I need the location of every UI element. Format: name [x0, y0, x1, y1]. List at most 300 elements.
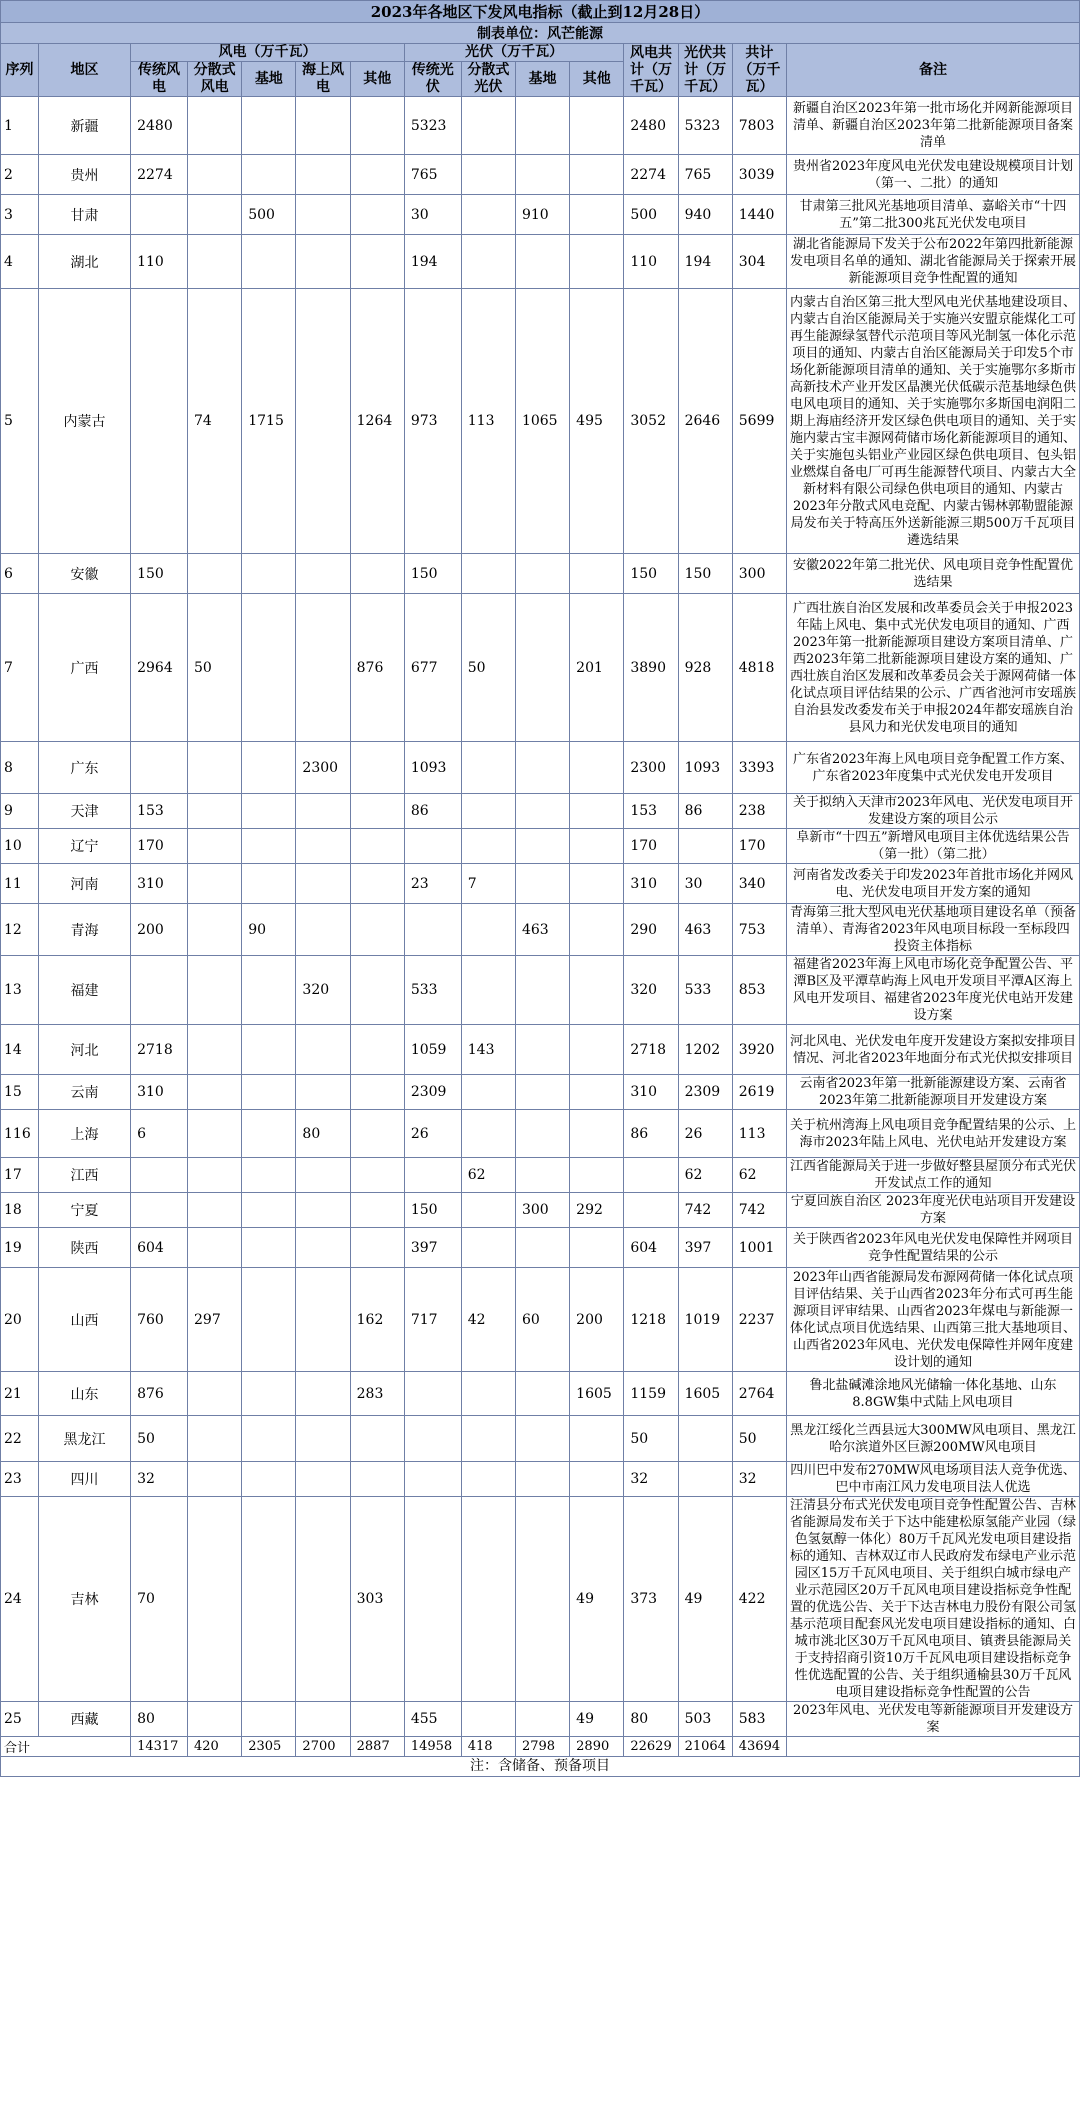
row-value — [242, 594, 296, 742]
row-value — [461, 1110, 515, 1158]
row-value — [350, 554, 404, 594]
row-value: 940 — [678, 195, 732, 235]
row-value — [188, 1372, 242, 1416]
row-note: 黑龙江绥化兰西县远大300MW风电项目、黑龙江哈尔滨道外区巨源200MW风电项目 — [786, 1416, 1079, 1462]
row-region: 广西 — [38, 594, 130, 742]
row-value — [461, 155, 515, 195]
row-value: 1019 — [678, 1268, 732, 1372]
row-value: 201 — [570, 594, 624, 742]
row-value: 86 — [678, 794, 732, 829]
header-total: 共计（万千瓦） — [732, 44, 786, 97]
total-value: 14958 — [404, 1737, 461, 1757]
row-value: 928 — [678, 594, 732, 742]
row-value — [188, 1228, 242, 1268]
row-value — [350, 155, 404, 195]
row-region: 河北 — [38, 1025, 130, 1075]
row-value: 765 — [404, 155, 461, 195]
row-value: 500 — [624, 195, 678, 235]
row-value — [242, 1025, 296, 1075]
row-value — [242, 794, 296, 829]
row-value — [242, 956, 296, 1025]
row-value — [461, 829, 515, 864]
row-value — [350, 1025, 404, 1075]
row-value: 760 — [131, 1268, 188, 1372]
row-value: 113 — [732, 1110, 786, 1158]
row-note: 鲁北盐碱滩涂地风光储输一体化基地、山东8.8GW集中式陆上风电项目 — [786, 1372, 1079, 1416]
row-region: 云南 — [38, 1075, 130, 1110]
row-value — [296, 1462, 350, 1497]
row-value — [242, 554, 296, 594]
row-value — [296, 195, 350, 235]
row-value: 113 — [461, 289, 515, 554]
row-value — [242, 1268, 296, 1372]
row-value — [296, 289, 350, 554]
row-value — [350, 1702, 404, 1737]
row-seq: 23 — [1, 1462, 39, 1497]
row-value: 153 — [131, 794, 188, 829]
row-value — [296, 864, 350, 904]
row-value: 143 — [461, 1025, 515, 1075]
table-row — [1, 554, 1080, 594]
row-note: 江西省能源局关于进一步做好整县屋顶分布式光伏开发试点工作的通知 — [786, 1158, 1079, 1193]
row-value — [515, 1075, 569, 1110]
row-value: 80 — [624, 1702, 678, 1737]
row-value — [188, 97, 242, 155]
row-value — [242, 1110, 296, 1158]
row-value — [296, 235, 350, 289]
row-value — [188, 864, 242, 904]
header-wind-group: 风电（万千瓦） — [131, 44, 405, 62]
row-value: 7803 — [732, 97, 786, 155]
row-value: 2619 — [732, 1075, 786, 1110]
table-row — [1, 829, 1080, 864]
row-value — [350, 1075, 404, 1110]
table-row — [1, 1025, 1080, 1075]
row-note: 河北风电、光伏发电年度开发建设方案拟安排项目情况、河北省2023年地面分布式光伏拟安排项目 — [786, 1025, 1079, 1075]
row-seq: 11 — [1, 864, 39, 904]
row-value — [461, 956, 515, 1025]
row-value: 200 — [570, 1268, 624, 1372]
row-value — [570, 1416, 624, 1462]
row-value — [188, 904, 242, 956]
table-row — [1, 594, 1080, 742]
row-value — [350, 1462, 404, 1497]
row-value — [515, 155, 569, 195]
header-solar-col: 其他 — [570, 62, 624, 97]
row-value — [188, 956, 242, 1025]
table-row — [1, 1462, 1080, 1497]
row-value — [131, 1158, 188, 1193]
row-region: 青海 — [38, 904, 130, 956]
row-note: 贵州省2023年度风电光伏发电建设规模项目计划（第一、二批）的通知 — [786, 155, 1079, 195]
row-value — [296, 1193, 350, 1228]
row-note: 青海第三批大型风电光伏基地项目建设名单（预备清单）、青海省2023年风电项目标段一至标段四投资主体指标 — [786, 904, 1079, 956]
row-value — [515, 1372, 569, 1416]
row-value: 1202 — [678, 1025, 732, 1075]
row-value — [188, 554, 242, 594]
row-region: 内蒙古 — [38, 289, 130, 554]
row-value: 910 — [515, 195, 569, 235]
row-value: 1065 — [515, 289, 569, 554]
row-value — [404, 904, 461, 956]
row-value: 3890 — [624, 594, 678, 742]
row-value: 60 — [515, 1268, 569, 1372]
row-value: 1093 — [404, 742, 461, 794]
row-value — [570, 742, 624, 794]
row-value — [131, 195, 188, 235]
table-row — [1, 1228, 1080, 1268]
row-seq: 19 — [1, 1228, 39, 1268]
header-note: 备注 — [786, 44, 1079, 97]
row-value — [242, 97, 296, 155]
row-value: 340 — [732, 864, 786, 904]
header-solar-col: 传统光伏 — [404, 62, 461, 97]
row-value — [570, 794, 624, 829]
row-value: 2309 — [404, 1075, 461, 1110]
row-value: 300 — [732, 554, 786, 594]
row-value — [678, 1416, 732, 1462]
row-value — [515, 1702, 569, 1737]
row-value — [242, 742, 296, 794]
row-value: 1440 — [732, 195, 786, 235]
total-value: 22629 — [624, 1737, 678, 1757]
unit-label: 制表单位：风芒能源 — [1, 23, 1080, 44]
row-value — [350, 794, 404, 829]
row-seq: 3 — [1, 195, 39, 235]
row-value — [188, 1158, 242, 1193]
row-value: 3393 — [732, 742, 786, 794]
row-value — [188, 1025, 242, 1075]
row-value: 677 — [404, 594, 461, 742]
table-row — [1, 742, 1080, 794]
row-value — [188, 829, 242, 864]
total-note — [786, 1737, 1079, 1757]
row-value — [570, 864, 624, 904]
row-value: 876 — [131, 1372, 188, 1416]
row-value: 717 — [404, 1268, 461, 1372]
row-value — [350, 829, 404, 864]
row-value: 3920 — [732, 1025, 786, 1075]
row-note: 阜新市“十四五”新增风电项目主体优选结果公告（第一批）（第二批） — [786, 829, 1079, 864]
row-seq: 116 — [1, 1110, 39, 1158]
row-value — [131, 742, 188, 794]
row-value: 303 — [350, 1497, 404, 1702]
row-value — [624, 1158, 678, 1193]
row-seq: 21 — [1, 1372, 39, 1416]
row-value: 86 — [624, 1110, 678, 1158]
row-seq: 18 — [1, 1193, 39, 1228]
total-value: 2305 — [242, 1737, 296, 1757]
row-value: 1001 — [732, 1228, 786, 1268]
row-seq: 1 — [1, 97, 39, 155]
row-value: 62 — [461, 1158, 515, 1193]
header-seq: 序列 — [1, 44, 39, 97]
row-value — [461, 1702, 515, 1737]
row-seq: 5 — [1, 289, 39, 554]
row-value — [188, 742, 242, 794]
row-note: 河南省发改委关于印发2023年首批市场化并网风电、光伏发电项目开发方案的通知 — [786, 864, 1079, 904]
total-row — [1, 1737, 1080, 1757]
row-value: 26 — [678, 1110, 732, 1158]
row-value: 500 — [242, 195, 296, 235]
row-seq: 10 — [1, 829, 39, 864]
row-value: 973 — [404, 289, 461, 554]
row-value: 310 — [131, 864, 188, 904]
row-value: 310 — [131, 1075, 188, 1110]
row-value: 495 — [570, 289, 624, 554]
row-value: 86 — [404, 794, 461, 829]
row-region: 黑龙江 — [38, 1416, 130, 1462]
row-region: 陕西 — [38, 1228, 130, 1268]
row-seq: 2 — [1, 155, 39, 195]
row-value: 300 — [515, 1193, 569, 1228]
row-value: 503 — [678, 1702, 732, 1737]
row-value: 50 — [624, 1416, 678, 1462]
row-seq: 17 — [1, 1158, 39, 1193]
row-value — [296, 904, 350, 956]
row-region: 福建 — [38, 956, 130, 1025]
row-value: 2274 — [624, 155, 678, 195]
row-note: 福建省2023年海上风电市场化竞争配置公告、平潭B区及平潭草屿海上风电开发项目平潭A区海上风电开发项目、福建省2023年度光伏电站开发建设方案 — [786, 956, 1079, 1025]
header-solar-group: 光伏（万千瓦） — [404, 44, 624, 62]
row-value — [350, 1158, 404, 1193]
row-value — [570, 235, 624, 289]
row-value — [188, 1416, 242, 1462]
row-value — [404, 1372, 461, 1416]
row-value: 742 — [732, 1193, 786, 1228]
row-value — [350, 864, 404, 904]
row-value: 1264 — [350, 289, 404, 554]
row-value: 150 — [678, 554, 732, 594]
row-value: 50 — [188, 594, 242, 742]
row-value: 74 — [188, 289, 242, 554]
row-seq: 24 — [1, 1497, 39, 1702]
row-region: 新疆 — [38, 97, 130, 155]
row-value: 1093 — [678, 742, 732, 794]
row-value: 26 — [404, 1110, 461, 1158]
row-value: 62 — [732, 1158, 786, 1193]
row-value: 30 — [404, 195, 461, 235]
row-value — [515, 1497, 569, 1702]
row-seq: 4 — [1, 235, 39, 289]
row-note: 四川巴中发布270MW风电场项目法人竞争优选、巴中市南江风力发电项目法人优选 — [786, 1462, 1079, 1497]
row-value: 1059 — [404, 1025, 461, 1075]
row-value — [242, 1158, 296, 1193]
row-value — [461, 1497, 515, 1702]
row-value — [461, 1372, 515, 1416]
row-value: 32 — [624, 1462, 678, 1497]
total-value: 418 — [461, 1737, 515, 1757]
row-seq: 20 — [1, 1268, 39, 1372]
row-value: 455 — [404, 1702, 461, 1737]
row-value — [242, 1075, 296, 1110]
row-value — [570, 1075, 624, 1110]
row-value — [515, 742, 569, 794]
row-value: 170 — [131, 829, 188, 864]
row-value — [188, 155, 242, 195]
row-value: 6 — [131, 1110, 188, 1158]
row-value: 2646 — [678, 289, 732, 554]
row-value — [515, 594, 569, 742]
row-value: 150 — [404, 1193, 461, 1228]
header-wind-col: 传统风电 — [131, 62, 188, 97]
row-value — [242, 829, 296, 864]
row-value: 49 — [678, 1497, 732, 1702]
row-value — [242, 1372, 296, 1416]
table-row — [1, 1075, 1080, 1110]
table-row — [1, 195, 1080, 235]
total-label: 合计 — [1, 1737, 131, 1757]
row-value — [242, 1462, 296, 1497]
row-value — [350, 97, 404, 155]
row-value — [404, 829, 461, 864]
row-value — [188, 235, 242, 289]
row-value — [296, 554, 350, 594]
row-value: 238 — [732, 794, 786, 829]
row-seq: 8 — [1, 742, 39, 794]
row-value: 533 — [678, 956, 732, 1025]
row-value — [242, 1497, 296, 1702]
row-value — [570, 97, 624, 155]
row-value: 5323 — [404, 97, 461, 155]
row-value: 463 — [515, 904, 569, 956]
row-value: 463 — [678, 904, 732, 956]
row-value — [515, 97, 569, 155]
row-value: 283 — [350, 1372, 404, 1416]
row-value: 310 — [624, 864, 678, 904]
row-note: 内蒙古自治区第三批大型风电光伏基地建设项目、内蒙古自治区能源局关于实施兴安盟京能煤化工可再生能源绿氢替代示范项目等风光制氢一体化示范项目的通知、内蒙古自治区能源局关于印发5个市场化新能源项目清单的通知、关于实施鄂尔多斯市高新技术产业开发区晶澳光伏低碳示范基地绿色供电风电项目的通知、关于实施鄂尔多斯国电润阳二期上海庙经济开发区绿色供电项目的通知、关于实施内蒙古宝丰源网荷储市场化新能源项目的通知、关于实施包头铝业产业园区绿色供电项目、包头铝业燃煤自备电厂可再生能源替代项目、内蒙古大全新材料有限公司绿色供电项目的通知、内蒙古2023年分散式风电竞配、内蒙古锡林郭勒盟能源局发布关于特高压外送新能源三期500万千瓦项目遴选结果 — [786, 289, 1079, 554]
row-value — [515, 864, 569, 904]
total-value: 420 — [188, 1737, 242, 1757]
row-value: 1605 — [570, 1372, 624, 1416]
row-value — [515, 235, 569, 289]
row-value: 533 — [404, 956, 461, 1025]
row-value: 583 — [732, 1702, 786, 1737]
row-value: 753 — [732, 904, 786, 956]
row-value — [570, 904, 624, 956]
row-value — [242, 155, 296, 195]
table-row — [1, 1268, 1080, 1372]
row-region: 吉林 — [38, 1497, 130, 1702]
row-value — [570, 1110, 624, 1158]
total-value: 2700 — [296, 1737, 350, 1757]
row-value — [131, 289, 188, 554]
row-value — [461, 1193, 515, 1228]
row-value — [350, 1193, 404, 1228]
row-value: 62 — [678, 1158, 732, 1193]
row-value — [188, 1075, 242, 1110]
row-value: 397 — [404, 1228, 461, 1268]
row-value — [242, 1228, 296, 1268]
row-value: 50 — [732, 1416, 786, 1462]
table-row — [1, 864, 1080, 904]
row-value — [296, 594, 350, 742]
row-value — [296, 1025, 350, 1075]
row-region: 山东 — [38, 1372, 130, 1416]
row-region: 广东 — [38, 742, 130, 794]
table-row — [1, 1193, 1080, 1228]
row-value — [296, 97, 350, 155]
footnote: 注：含储备、预备项目 — [0, 1757, 1080, 1777]
row-value — [296, 794, 350, 829]
row-note: 宁夏回族自治区 2023年度光伏电站项目开发建设方案 — [786, 1193, 1079, 1228]
row-value: 1605 — [678, 1372, 732, 1416]
row-region: 甘肃 — [38, 195, 130, 235]
row-value — [515, 1025, 569, 1075]
row-value: 80 — [296, 1110, 350, 1158]
row-value: 604 — [131, 1228, 188, 1268]
row-seq: 12 — [1, 904, 39, 956]
row-value — [461, 794, 515, 829]
row-value: 2300 — [624, 742, 678, 794]
row-value — [296, 155, 350, 195]
row-value — [188, 1497, 242, 1702]
row-value — [515, 1228, 569, 1268]
row-value: 42 — [461, 1268, 515, 1372]
row-value — [188, 794, 242, 829]
row-value — [296, 1075, 350, 1110]
row-value — [350, 1110, 404, 1158]
row-seq: 13 — [1, 956, 39, 1025]
row-note: 2023年山西省能源局发布源网荷储一体化试点项目评估结果、关于山西省2023年分布式可再生能源项目评审结果、山西省2023年煤电与新能源一体化试点项目优选结果、山西第三批大基地项目、山西省2023年风电、光伏发电保障性并网年度建设计划的通知 — [786, 1268, 1079, 1372]
row-region: 西藏 — [38, 1702, 130, 1737]
row-value — [461, 554, 515, 594]
row-region: 湖北 — [38, 235, 130, 289]
row-value — [461, 1462, 515, 1497]
row-note: 广西壮族自治区发展和改革委员会关于申报2023年陆上风电、集中式光伏发电项目的通知、广西2023年第一批新能源项目建设方案项目清单、广西2023年第二批新能源项目建设方案的通知、广西壮族自治区发展和改革委员会关于源网荷储一体化试点项目评估结果的公示、广西省池河市安瑶族自治县发改委发布关于申报2024年都安瑶族自治县风力和光伏发电项目的通知 — [786, 594, 1079, 742]
row-region: 安徽 — [38, 554, 130, 594]
row-note: 湖北省能源局下发关于公布2022年第四批新能源发电项目名单的通知、湖北省能源局关于探索开展新能源项目竞争性配置的通知 — [786, 235, 1079, 289]
row-note: 关于杭州湾海上风电项目竞争配置结果的公示、上海市2023年陆上风电、光伏电站开发建设方案 — [786, 1110, 1079, 1158]
row-seq: 14 — [1, 1025, 39, 1075]
table-row — [1, 235, 1080, 289]
table-title: 2023年各地区下发风电指标（截止到12月28日） — [1, 1, 1080, 23]
row-region: 河南 — [38, 864, 130, 904]
table-row — [1, 904, 1080, 956]
row-value: 876 — [350, 594, 404, 742]
row-value: 2964 — [131, 594, 188, 742]
row-value — [242, 235, 296, 289]
header-solar-col: 分散式光伏 — [461, 62, 515, 97]
table-row — [1, 1158, 1080, 1193]
row-seq: 9 — [1, 794, 39, 829]
row-value — [296, 1158, 350, 1193]
row-value — [188, 1110, 242, 1158]
table-row — [1, 289, 1080, 554]
row-value — [461, 97, 515, 155]
row-value: 3052 — [624, 289, 678, 554]
row-value — [678, 829, 732, 864]
row-value: 397 — [678, 1228, 732, 1268]
row-value — [404, 1497, 461, 1702]
row-value — [570, 155, 624, 195]
row-value — [350, 1416, 404, 1462]
row-value — [242, 1702, 296, 1737]
row-value: 1159 — [624, 1372, 678, 1416]
row-region: 贵州 — [38, 155, 130, 195]
row-value: 1715 — [242, 289, 296, 554]
row-note: 关于陕西省2023年风电光伏发电保障性并网项目竞争性配置结果的公示 — [786, 1228, 1079, 1268]
row-value — [350, 195, 404, 235]
row-value — [570, 1462, 624, 1497]
row-value — [461, 1416, 515, 1462]
row-value — [515, 1110, 569, 1158]
row-value: 150 — [131, 554, 188, 594]
row-region: 江西 — [38, 1158, 130, 1193]
row-region: 天津 — [38, 794, 130, 829]
row-value: 4818 — [732, 594, 786, 742]
row-value: 49 — [570, 1497, 624, 1702]
